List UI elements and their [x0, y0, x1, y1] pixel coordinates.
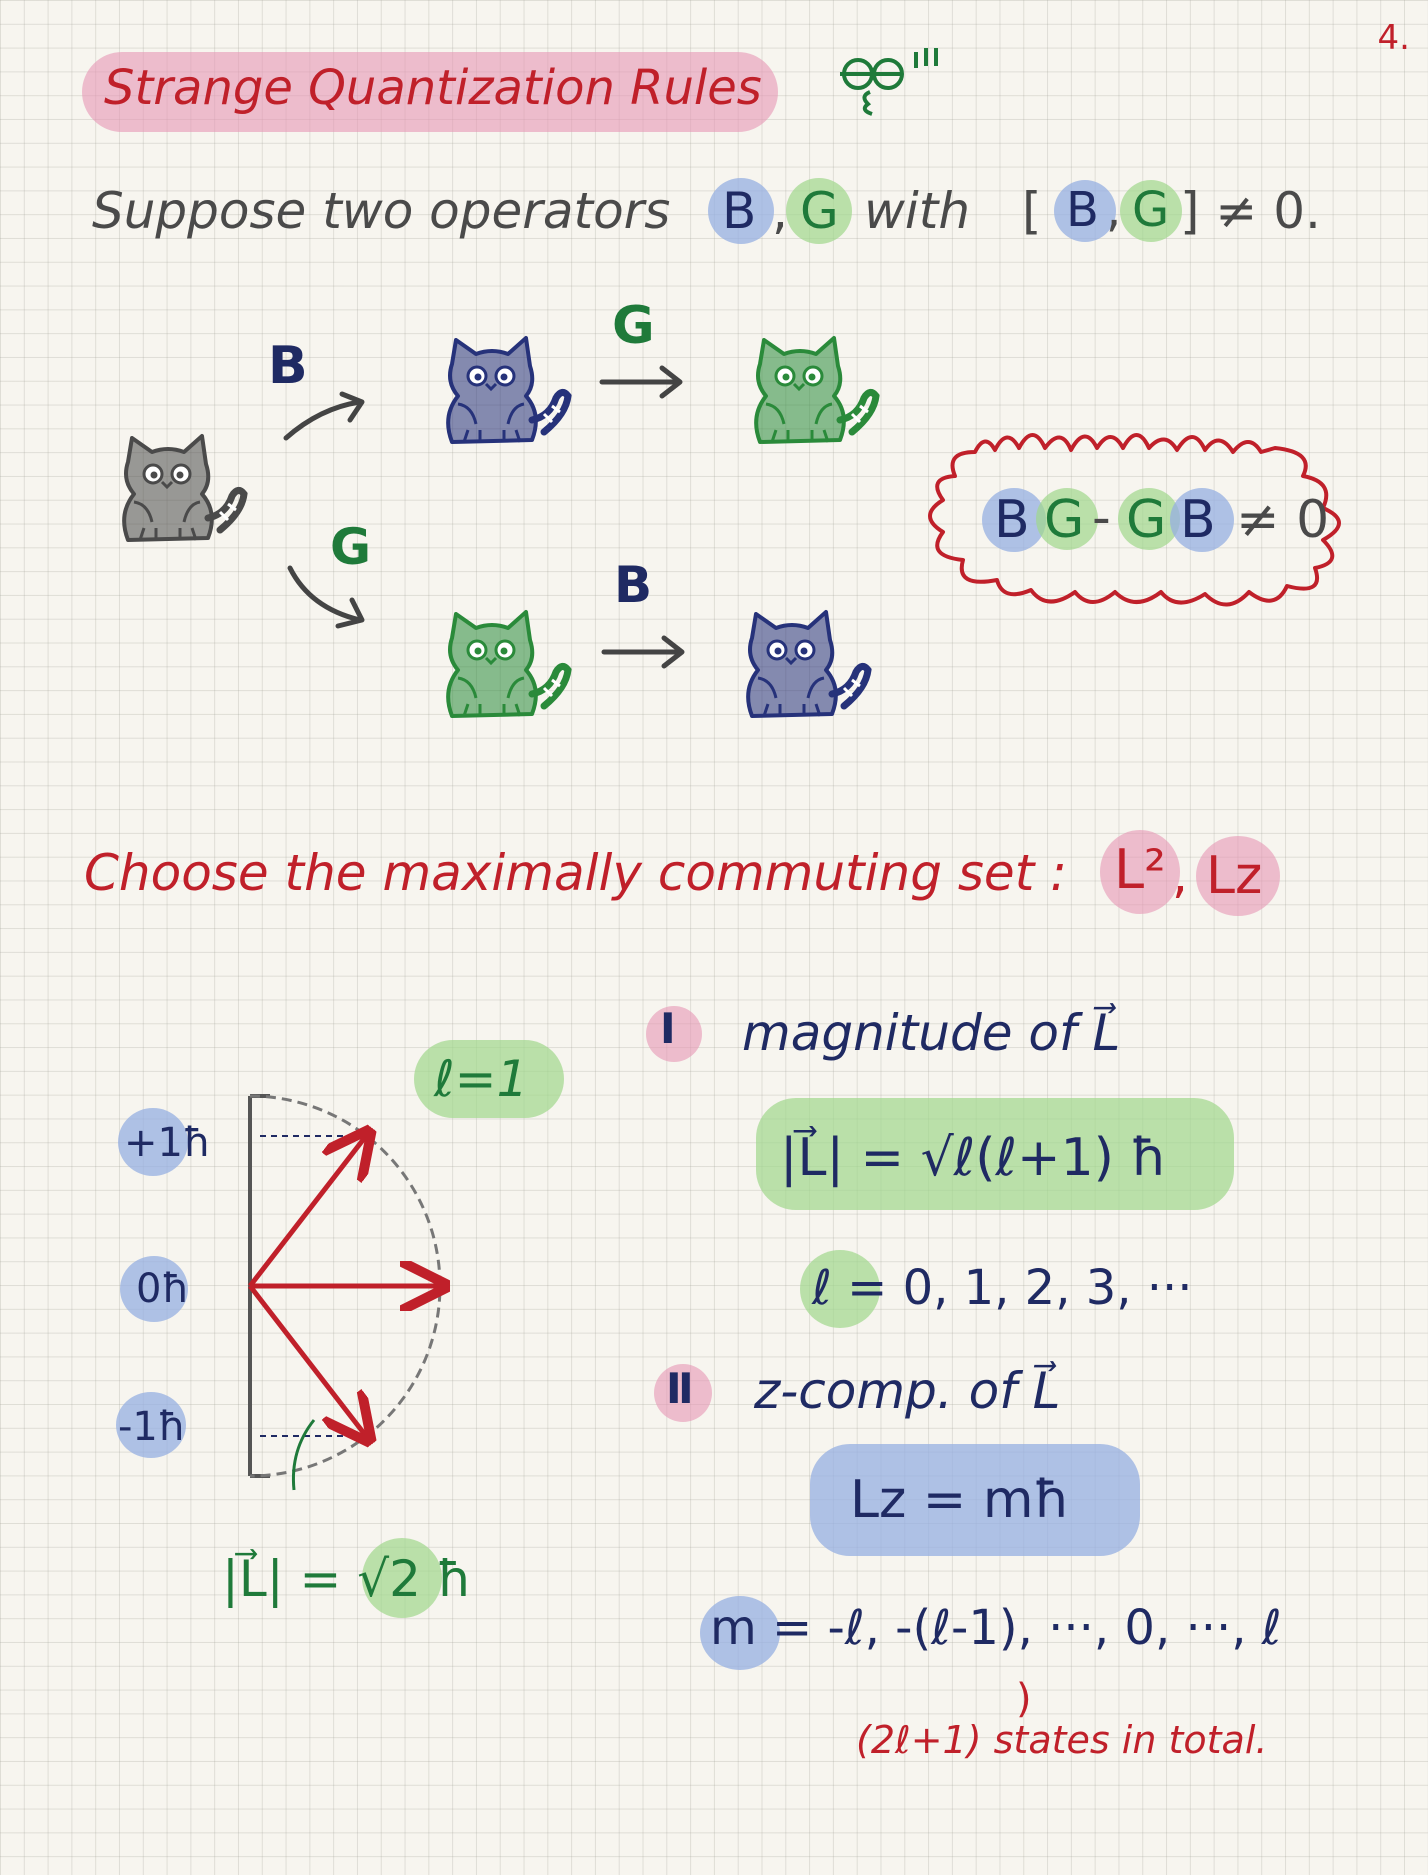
rule2-marker: Ⅱ [666, 1364, 694, 1413]
vector-magnitude: |L⃗| = √2 ħ [222, 1550, 472, 1608]
intro-text: Suppose two operators [92, 182, 671, 240]
arrow-right-icon [598, 362, 688, 402]
rule1-marker: Ⅰ [660, 1004, 676, 1053]
rule2-note: (2ℓ+1) states in total. [856, 1718, 1268, 1762]
set-comma: , [1172, 846, 1188, 904]
burst-b2: B [1180, 490, 1216, 550]
l-value: ℓ=1 [434, 1050, 529, 1108]
blue-cat-icon [732, 608, 872, 728]
rule1-values: ℓ = 0, 1, 2, 3, ··· [812, 1260, 1193, 1316]
page-number: 4. [1377, 18, 1410, 58]
burst-minus: - [1092, 488, 1111, 548]
rule1-heading: magnitude of L⃗ [742, 1004, 1121, 1062]
tick-zero: 0ħ [136, 1266, 190, 1312]
rule1-formula: |L⃗| = √ℓ(ℓ+1) ħ [780, 1128, 1167, 1188]
burst-g1: G [1044, 490, 1085, 550]
rule2-formula: Lz = mħ [850, 1470, 1070, 1530]
comm-g: G [1132, 182, 1170, 238]
tick-plus: +1ħ [124, 1120, 211, 1166]
blue-cat-icon [432, 334, 572, 454]
page-title: Strange Quantization Rules [104, 60, 762, 116]
lower-second-label: B [614, 556, 653, 614]
burst-neq: ≠ 0 [1236, 490, 1330, 550]
comm-b: B [1066, 182, 1099, 238]
comm-comma: , [1106, 182, 1122, 238]
upper-second-label: G [612, 296, 655, 356]
upper-first-label: B [268, 336, 308, 396]
tick-minus: -1ħ [118, 1404, 186, 1450]
gray-cat-icon [108, 432, 248, 552]
intro-op-g: G [800, 182, 839, 240]
green-cat-icon [740, 334, 880, 454]
intro-op-b: B [722, 182, 757, 240]
comm-open: [ [1022, 182, 1042, 240]
arrow-up-right-icon [280, 388, 380, 468]
set-lz: Lz [1206, 846, 1263, 906]
burst-b1: B [994, 490, 1030, 550]
vector-diagram [230, 1080, 490, 1500]
rule2-brace: ) [1016, 1676, 1032, 1722]
intro-with: with [864, 182, 971, 240]
intro-comma: , [772, 182, 788, 240]
rule2-heading: z-comp. of L⃗ [754, 1362, 1061, 1420]
arrow-right-icon [600, 632, 690, 672]
green-cat-icon [432, 608, 572, 728]
glasses-doodle-icon [830, 44, 950, 124]
lower-first-label: G [330, 518, 372, 576]
burst-g2: G [1126, 490, 1167, 550]
commuting-set-text: Choose the maximally commuting set : [84, 844, 1068, 902]
set-l2: L² [1114, 838, 1166, 901]
comm-close: ] ≠ 0. [1180, 182, 1321, 240]
rule2-values: m = -ℓ, -(ℓ-1), ···, 0, ···, ℓ [710, 1600, 1282, 1656]
